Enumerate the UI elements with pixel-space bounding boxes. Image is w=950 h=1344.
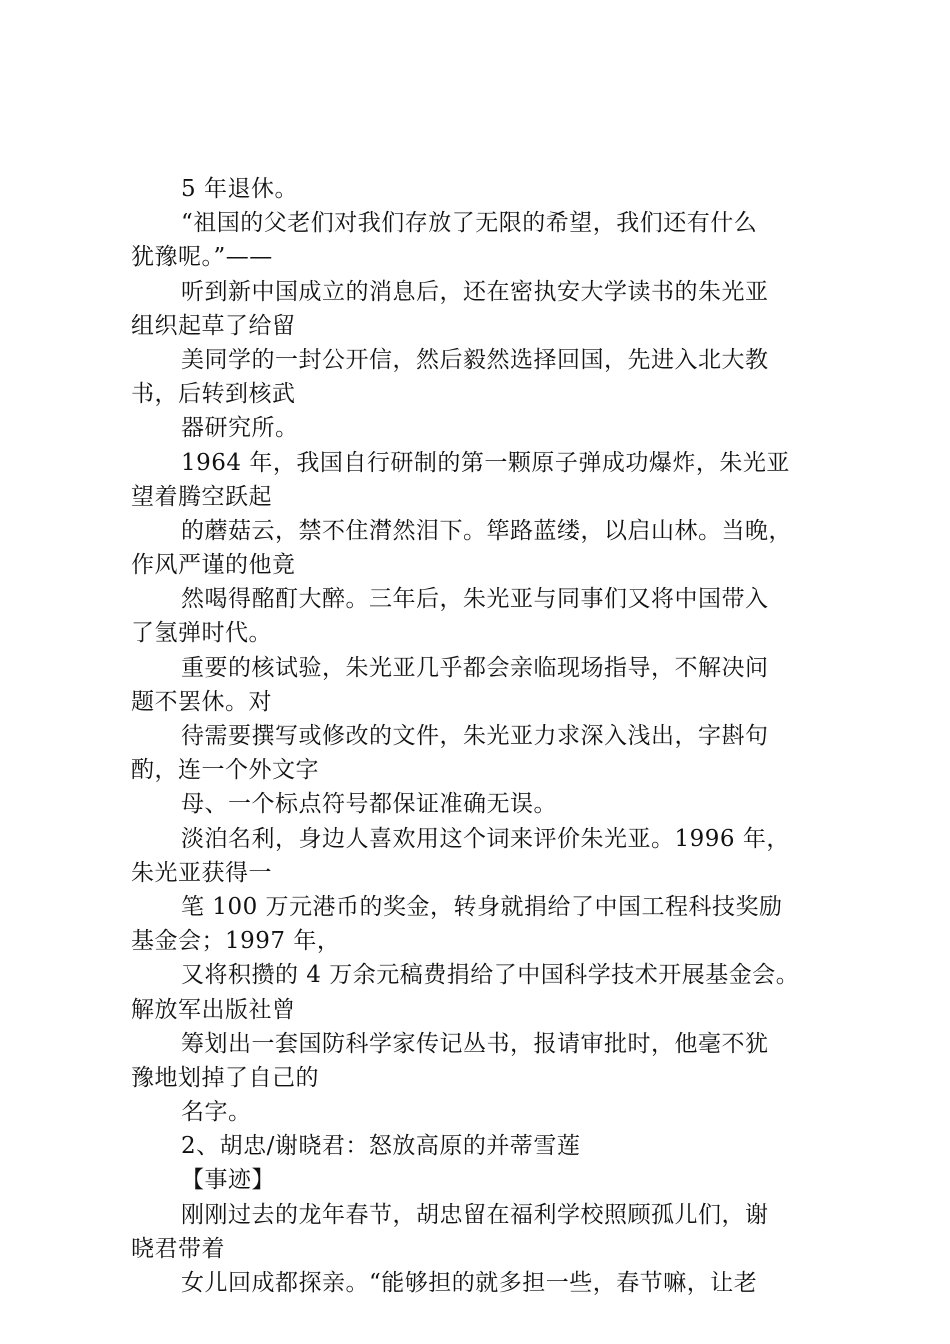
text-line: 2、胡忠/谢晓君：怒放高原的并蒂雪莲 [181, 1133, 581, 1160]
text-line: 的蘑菇云，禁不住潸然泪下。筚路蓝缕，以启山林。当晚， [181, 517, 792, 544]
text-line: 作风严谨的他竟 [131, 552, 296, 579]
text-line: 犹豫呢。”—— [131, 244, 273, 271]
text-line: 名字。 [181, 1099, 252, 1126]
text-line: 题不罢休。对 [131, 688, 272, 715]
text-line: 望着腾空跃起 [131, 483, 272, 510]
text-line: 重要的核试验，朱光亚几乎都会亲临现场指导，不解决问 [181, 654, 769, 681]
text-line: 朱光亚获得一 [131, 859, 272, 886]
text-line: 【事迹】 [181, 1167, 275, 1194]
text-line: 解放军出版社曾 [131, 996, 296, 1023]
text-line: 又将积攒的 4 万余元稿费捐给了中国科学技术开展基金会。 [181, 962, 800, 989]
text-line: 酌，连一个外文字 [131, 757, 319, 784]
text-line: 组织起草了给留 [131, 312, 296, 339]
text-line: 筹划出一套国防科学家传记丛书，报请审批时，他毫不犹 [181, 1030, 769, 1057]
text-line: 待需要撰写或修改的文件，朱光亚力求深入浅出，字斟句 [181, 723, 769, 749]
text-line: 5 年退休。 [181, 176, 298, 202]
text-line: 淡泊名利，身边人喜欢用这个词来评价朱光亚。1996 年， [181, 825, 790, 852]
text-line: 美同学的一封公开信，然后毅然选择回国，先进入北大教 [181, 346, 769, 373]
text-line: 然喝得酩酊大醉。三年后，朱光亚与同事们又将中国带入 [181, 586, 769, 613]
text-line: 刚刚过去的龙年春节，胡忠留在福利学校照顾孤儿们，谢 [181, 1201, 769, 1228]
text-line: 基金会；1997 年， [131, 928, 341, 955]
text-line: “祖国的父老们对我们存放了无限的希望，我们还有什么 [181, 210, 758, 237]
document-body [131, 172, 831, 1300]
text-line: 了氢弹时代。 [131, 620, 272, 647]
text-line: 1964 年，我国自行研制的第一颗原子弹成功爆炸，朱光亚 [181, 449, 790, 476]
text-line: 笔 100 万元港币的奖金，转身就捐给了中国工程科技奖励 [181, 893, 783, 920]
text-line: 母、一个标点符号都保证准确无误。 [181, 791, 557, 818]
text-line: 豫地划掉了自己的 [131, 1064, 319, 1091]
text-line: 听到新中国成立的消息后，还在密执安大学读书的朱光亚 [181, 278, 769, 305]
text-line: 书，后转到核武 [131, 381, 296, 408]
text-line: 晓君带着 [131, 1235, 225, 1262]
text-line: 器研究所。 [181, 415, 299, 442]
text-line: 女儿回成都探亲。“能够担的就多担一些，春节嘛，让老 [181, 1270, 758, 1296]
